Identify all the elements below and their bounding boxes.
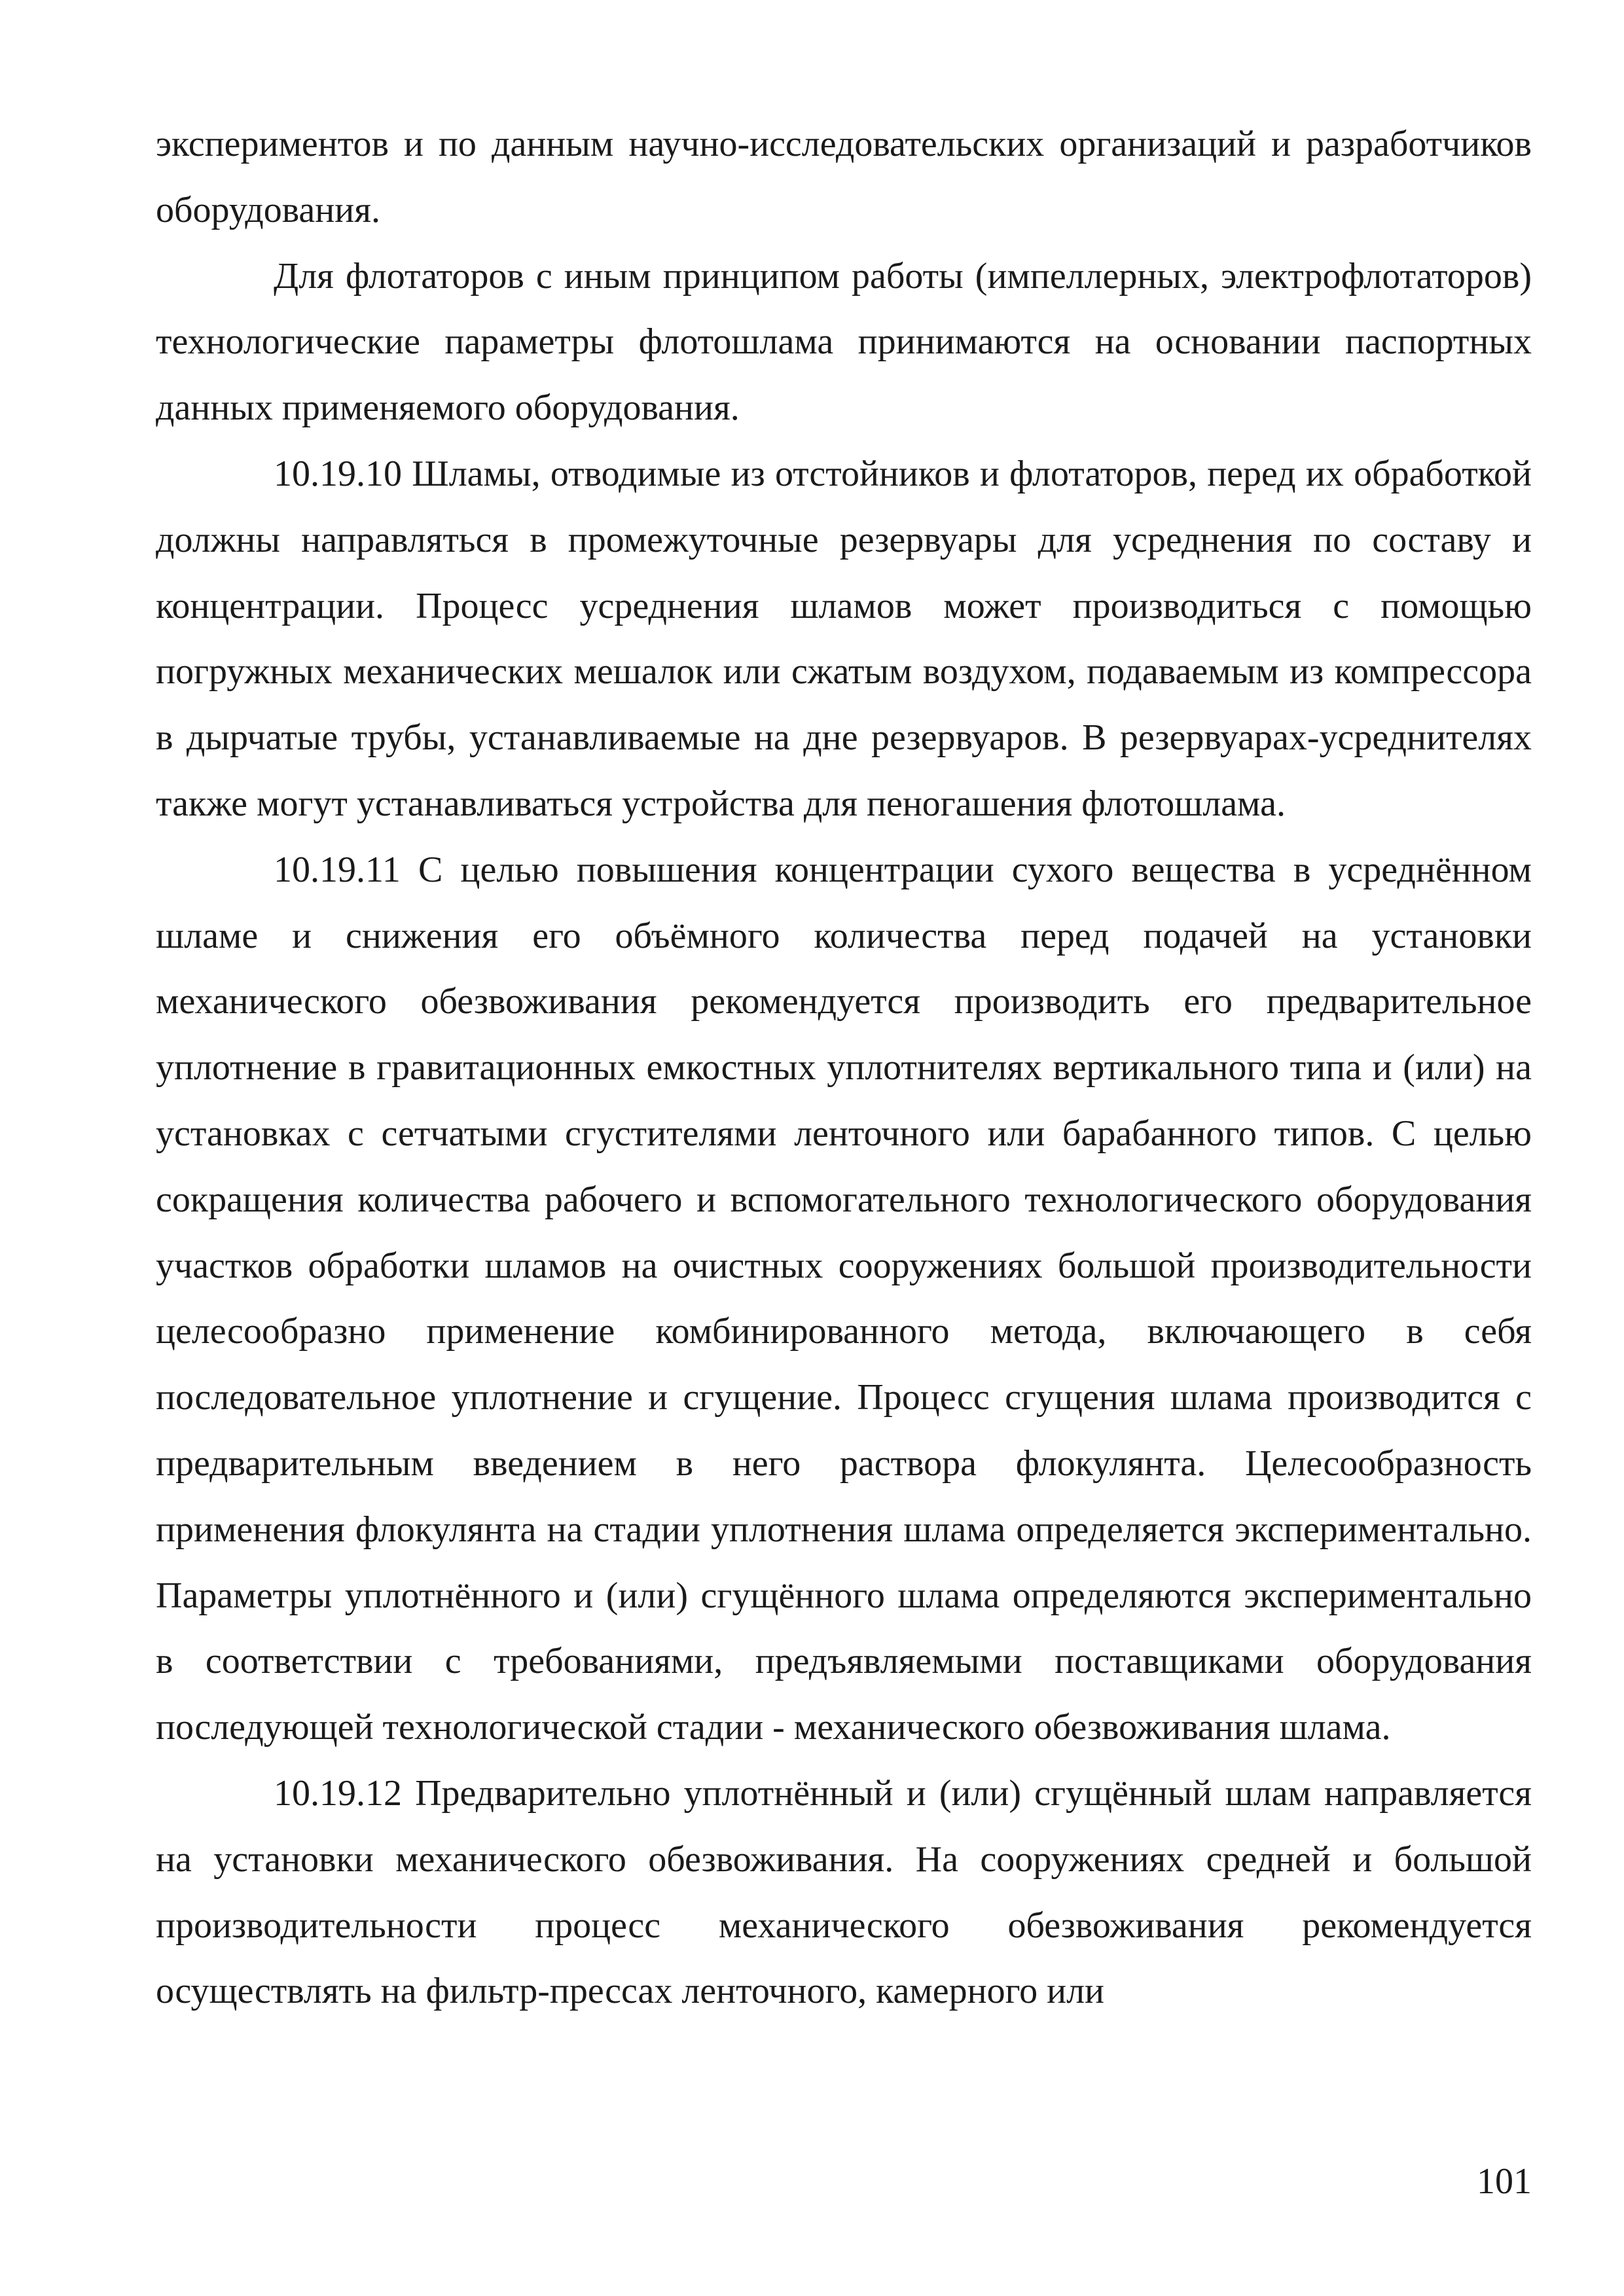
page-body	[156, 111, 1532, 2024]
paragraph-flotators-other-principle: Для флотаторов с иным принципом работы (импеллерных, электрофлотаторов) технологические параметры флотошлама принимаются на основании паспортных данных применяемого оборудования.	[156, 255, 1532, 429]
paragraph-clause-10-19-12: 10.19.12 Предварительно уплотнённый и (или) сгущённый шлам направляется на установки механического обезвоживания. На сооружениях средней и большой производительности процесс механического обезвоживания рекомендуется осуществлять на фильтр-прессах ленточного, камерного или	[156, 1772, 1532, 2012]
page-number: 101	[1477, 2161, 1532, 2202]
paragraph-clause-10-19-11: 10.19.11 С целью повышения концентрации сухого вещества в усреднённом шламе и снижения его объёмного количества перед подачей на установки механического обезвоживания рекомендуется производить его предварительное уплотнение в гравитационных емкостных уплотнителях вертикального типа и (или) на установках с сетчатыми сгустителями ленточного или барабанного типов. С целью сокращения количества рабочего и вспомогательного технологического оборудования участков обработки шламов на очистных сооружениях большой производительности целесообразно применение комбинированного метода, включающего в себя последовательное уплотнение и сгущение. Процесс сгущения шлама производится с предварительным введением в него раствора флокулянта. Целесообразность применения флокулянта на стадии уплотнения шлама определяется экспериментально. Параметры уплотнённого и (или) сгущённого шлама определяются экспериментально в соответствии с требованиями, предъявляемыми поставщиками оборудования последующей технологической стадии - механического обезвоживания шлама.	[156, 849, 1532, 1748]
paragraph-continuation: экспериментов и по данным научно-исследовательских организаций и разработчиков оборудования.	[156, 124, 1532, 230]
paragraph-clause-10-19-10: 10.19.10 Шламы, отводимые из отстойников и флотаторов, перед их обработкой должны направляться в промежуточные резервуары для усреднения по составу и концентрации. Процесс усреднения шламов может производиться с помощью погружных механических мешалок или сжатым воздухом, подаваемым из компрессора в дырчатые трубы, устанавливаемые на дне резервуаров. В резервуарах-усреднителях также могут устанавливаться устройства для пеногашения флотошлама.	[156, 453, 1532, 824]
